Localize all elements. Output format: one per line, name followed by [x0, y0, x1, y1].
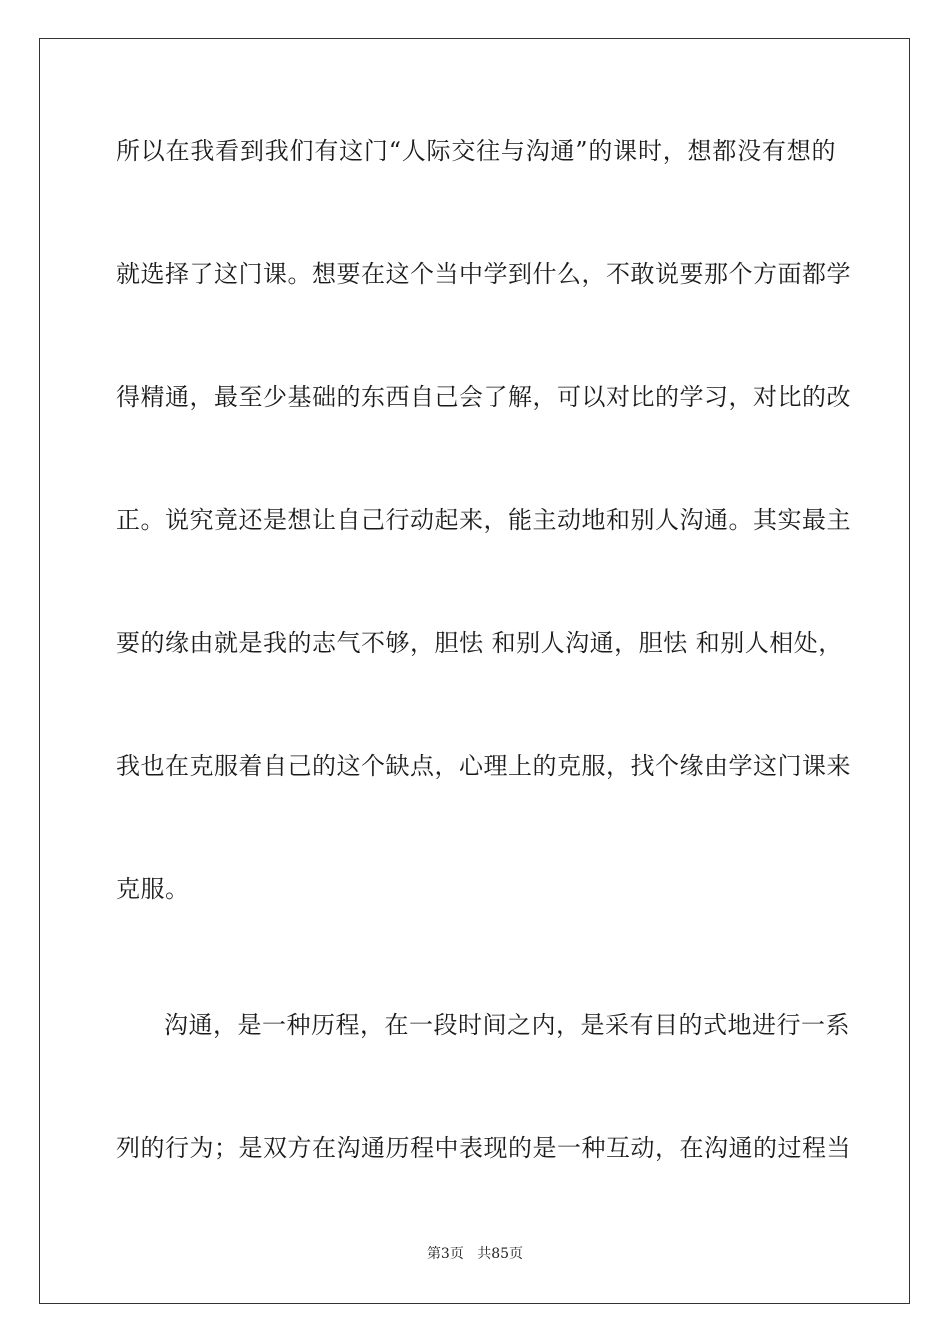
paragraph-line: 沟通，是一种历程，在一段时间之内，是采有目的式地进行一系 [164, 1011, 850, 1039]
paragraph-line: 所以在我看到我们有这门“人际交往与沟通”的课时，想都没有想的 [116, 137, 836, 165]
paragraph-line: 列的行为；是双方在沟通历程中表现的是一种互动，在沟通的过程当 [116, 1134, 851, 1162]
paragraph-line: 克服。 [116, 875, 190, 903]
page-border [39, 38, 910, 1304]
paragraph-line: 就选择了这门课。想要在这个当中学到什么，不敢说要那个方面都学 [116, 260, 851, 288]
paragraph-line: 要的缘由就是我的志气不够，胆怯 和别人沟通，胆怯 和别人相处， [116, 629, 843, 657]
paragraph-line: 正。说究竟还是想让自己行动起来，能主动地和别人沟通。其实最主 [116, 506, 851, 534]
page-footer [0, 1244, 950, 1264]
total-pages: 共85页 [477, 1246, 524, 1262]
paragraph-line: 我也在克服着自己的这个缺点，心理上的克服，找个缘由学这门课来 [116, 752, 851, 780]
paragraph-line: 得精通，最至少基础的东西自己会了解，可以对比的学习，对比的改 [116, 383, 851, 411]
page-number: 第3页 [426, 1246, 464, 1262]
